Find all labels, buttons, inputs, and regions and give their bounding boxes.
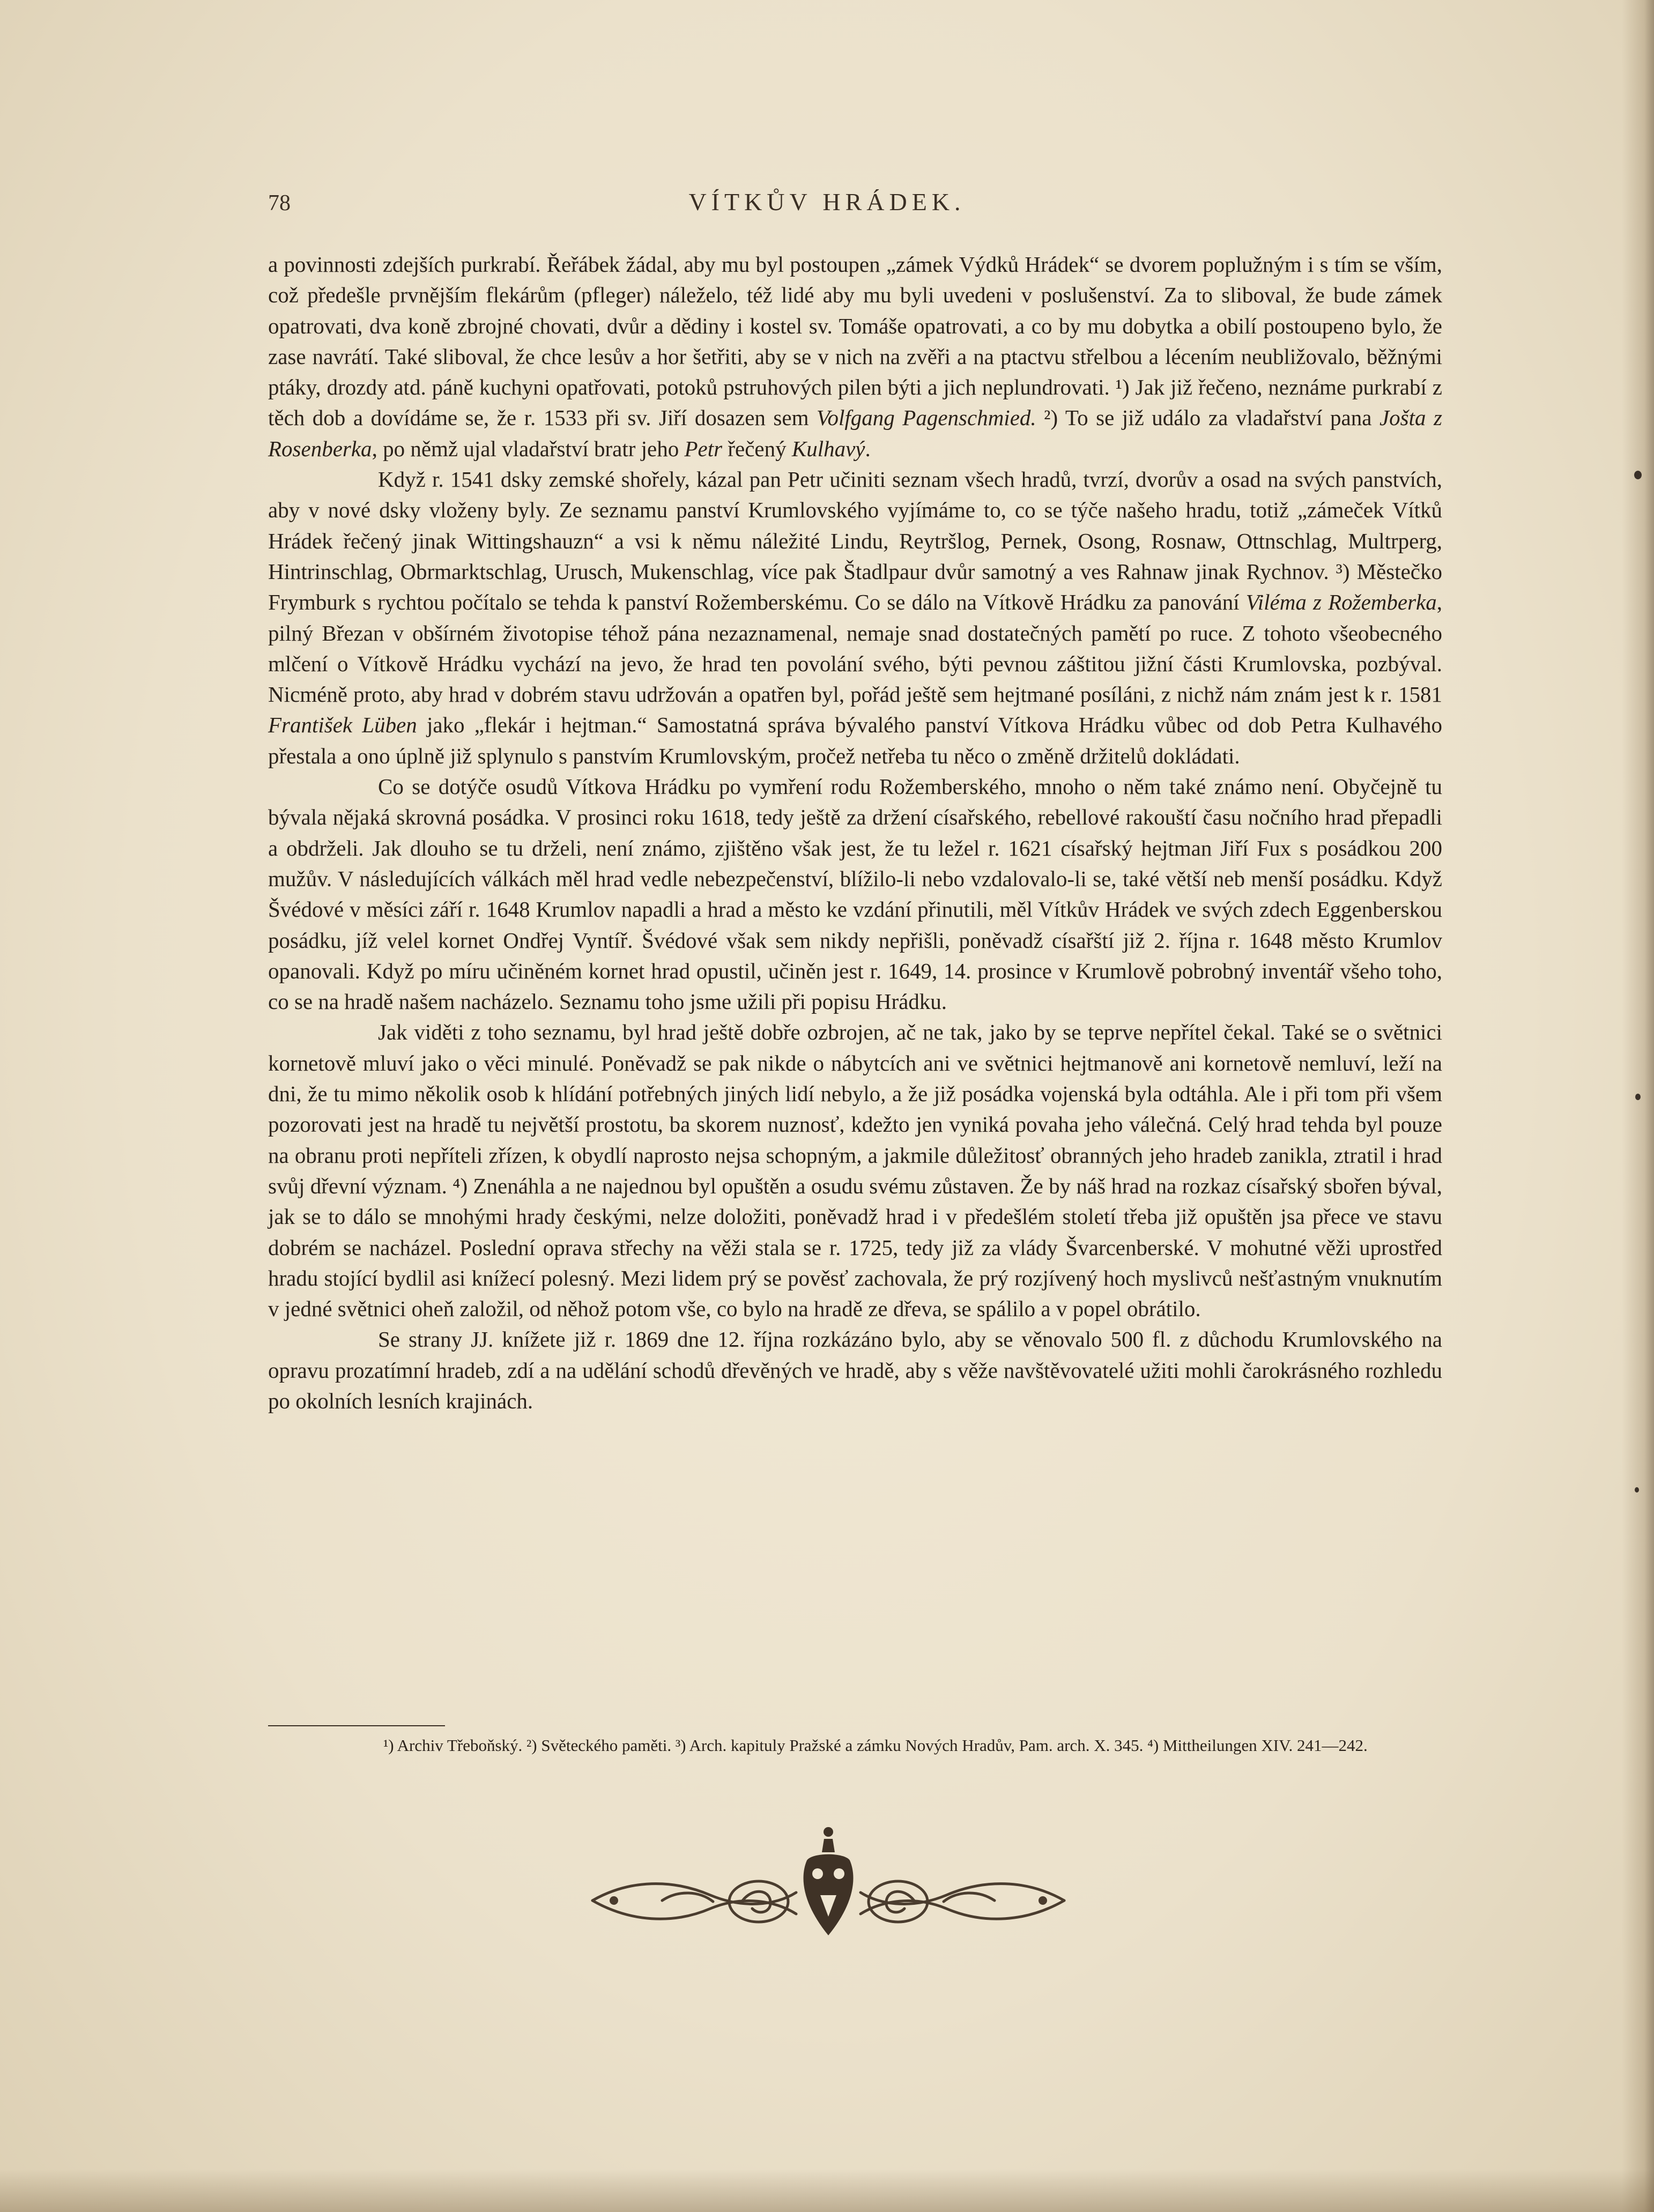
margin-speck	[1635, 1487, 1639, 1493]
italic-name: Petr	[684, 436, 723, 461]
italic-name: Viléma z Rožemberka	[1245, 590, 1437, 615]
margin-speck	[1635, 1094, 1641, 1100]
body-text	[268, 249, 1442, 1416]
paragraph-2	[268, 464, 1442, 771]
footnote-rule	[268, 1725, 445, 1726]
footnotes	[268, 1735, 1442, 1756]
paragraph-1	[268, 249, 1442, 464]
running-title: VÍTKŮV HRÁDEK.	[688, 188, 966, 216]
footnote-text: ¹) Archiv Třeboňský. ²) Světeckého paměti. ³) Arch. kapituly Pražské a zámku Nových Hradův, Pam. arch. X. 345. ⁴) Mittheilungen XIV. 241—242.	[383, 1736, 1368, 1755]
text-run: , pilný Březan v obšírném životopise téhož pána nezaznamenal, nemaje snad dostatečných pamětí po ruce. Z tohoto všeobecného mlčení o Vítkově Hrádku vychází na jevo, že hrad ten povolání svého, býti pevnou záštitou jižní části Krumlovska, pozbýval. Nicméně proto, aby hrad v dobrém stavu udržován a opatřen byl, pořád ještě sem hejtmané posíláni, z nichž nám znám jest k r. 1581	[268, 590, 1442, 707]
text-run: .	[865, 436, 871, 461]
text-run: Co se dotýče osudů Vítkova Hrádku po vymření rodu Rožemberského, mnoho o něm také známo není. Obyčejně tu bývala nějaká skrovná posádka. V prosinci roku 1618, tedy ještě za držení císařského, rebellové rakouští času nočního hrad přepadli a obdrželi. Jak dlouho se tu drželi, není známo, zjištěno však jest, že tu ležel r. 1621 císařský hejtman Jiří Fux s posádkou 200 mužův. V následujících válkách měl hrad vedle nebezpečenství, blížilo-li nebo vzdalovalo-li se, také větší neb menší posádku. Když Švédové v měsíci září r. 1648 Krumlov napadli a hrad a město ke vzdání přinutili, měl Vítkův Hrádek ve svých zdech Eggenberskou posádku, jíž velel kornet Ondřej Vyntíř. Švédové však sem nikdy nepřišli, poněvadž císařští již 2. října r. 1648 město Krumlov opanovali. Když po míru učiněném kornet hrad opustil, učiněn jest r. 1649, 14. prosince v Krumlově pobrobný inventář všeho toho, co se na hradě našem nacházelo. Seznamu toho jsme užili při popisu Hrádku.	[268, 774, 1442, 1014]
decorative-tailpiece	[582, 1820, 1075, 1954]
italic-name: Kulhavý	[791, 436, 865, 461]
italic-name: Volfgang Pagenschmied.	[817, 405, 1036, 430]
paragraph-3	[268, 771, 1442, 1017]
text-run: Se strany JJ. knížete již r. 1869 dne 12. října rozkázáno bylo, aby se věnovalo 500 fl. z důchodu Krumlovského na opravu prozatímní hradeb, zdí a na udělání schodů dřevěných ve hradě, aby s věže navštěvovatelé užiti mohli čarokrásného rozhledu po okolních lesních krajinách.	[268, 1327, 1442, 1413]
margin-speck	[1634, 471, 1642, 479]
page-edge-shadow	[1622, 0, 1654, 2212]
text-run: ²) To se již událo za vladařství pana	[1036, 405, 1379, 430]
text-run: jako „flekár i hejtman.“ Samostatná správa bývalého panství Vítkova Hrádku vůbec od dob Petra Kulhavého přestala a ono úplně již splynulo s panstvím Krumlovským, pročež netřeba tu něco o změně držitelů dokládati.	[268, 712, 1442, 768]
paragraph-4	[268, 1017, 1442, 1324]
page-number: 78	[268, 191, 291, 216]
text-run: Když r. 1541 dsky zemské shořely, kázal pan Petr učiniti seznam všech hradů, tvrzí, dvorův a osad na svých panstvích, aby v nové dsky vloženy byly. Ze seznamu panství Krumlovského vyjímáme to, co se týče našeho hradu, totiž „zámeček Vítků Hrádek řečený jinak Wittingshauzn“ a vsi k němu náležité Lindu, Reytršlog, Pernek, Osong, Rosnaw, Ottnschlag, Multrperg, Hintrinschlag, Obrmarktschlag, Urusch, Mukenschlag, více pak Štadlpaur dvůr samotný a ves Rahnaw jinak Rychnov. ³) Městečko Frymburk s rychtou počítalo se tehda k panství Rožemberskému. Co se dálo na Vítkově Hrádku za panování	[268, 467, 1442, 615]
italic-name: František Lüben	[268, 712, 417, 738]
text-run: a povinnosti zdejších purkrabí. Řeřábek žádal, aby mu byl postoupen „zámek Výdků Hrádek“ se dvorem poplužným i s tím se vším, což předešle prvnějším flekárům (pfleger) náleželo, též lidé aby mu byli uvedeni v poslušenství. Za to sliboval, že bude zámek opatrovati, dva koně zbrojné chovati, dvůr a dědiny i kostel sv. Tomáše opatrovati, a co by mu dobytka a obilí postoupeno bylo, že zase navrátí. Také sliboval, že chce lesův a hor šetřiti, aby se v nich na zvěři a na ptactvu střelbou a lécením neubližovalo, běžnými ptáky, drozdy atd. páně kuchyni opatřovati, potoků pstruhových pilen býti a jich neplundrovati. ¹) Jak již řečeno, neznáme purkrabí z těch dob a dovídáme se, že r. 1533 při sv. Jiří dosazen sem	[268, 252, 1442, 430]
italic-name: Jošta z Rosenberka	[268, 405, 1442, 461]
paragraph-5	[268, 1324, 1442, 1416]
page-bottom-shadow	[0, 2169, 1654, 2212]
text-run: , po němž ujal vladařství bratr jeho	[372, 436, 685, 461]
text-run: Jak viděti z toho seznamu, byl hrad ještě dobře ozbrojen, ač ne tak, jako by se teprve nepřítel čekal. Také se o světnici kornetově mluví jako o věci minulé. Poněvadž se pak nikde o nábytcích ani ve světnici hejtmanově ani kornetově nemluví, leží na dni, že tu mimo několik osob k hlídání potřebných jiných lidí nebylo, a že již posádka vojenská byla odtáhla. Ale i při tom při všem pozorovati jest na hradě tu největší prostotu, ba skorem nuznosť, kdežto jen vyniká povaha jeho válečná. Celý hrad tehda byl pouze na obranu proti nepříteli zřízen, k obydlí naprosto nejsa schopným, a jakmile důležitosť obranných jeho hradeb zanikla, ztratil i hrad svůj dřevní význam. ⁴) Znenáhla a ne najednou byl opuštěn a osudu svému zůstaven. Že by náš hrad na rozkaz císařský sbořen býval, jak se to dálo se mnohými hrady českými, nelze doložiti, poněvadž hrad i v předešlém století třeba již opuštěn jsa přece ve stavu dobrém se nacházel. Poslední oprava střechy na věži stala se r. 1725, tedy již za vlády Švarcenberské. V mohutné věži uprostřed hradu stojící bydlil asi knížecí polesný. Mezi lidem prý se pověsť zachovala, že prý rozjívený hoch myslivců nešťastným vnuknutím v jedné světnici oheň založil, od něhož potom vše, co bylo na hradě ze dřeva, se spálilo a v popel obrátilo.	[268, 1020, 1442, 1322]
text-run: řečený	[722, 436, 792, 461]
